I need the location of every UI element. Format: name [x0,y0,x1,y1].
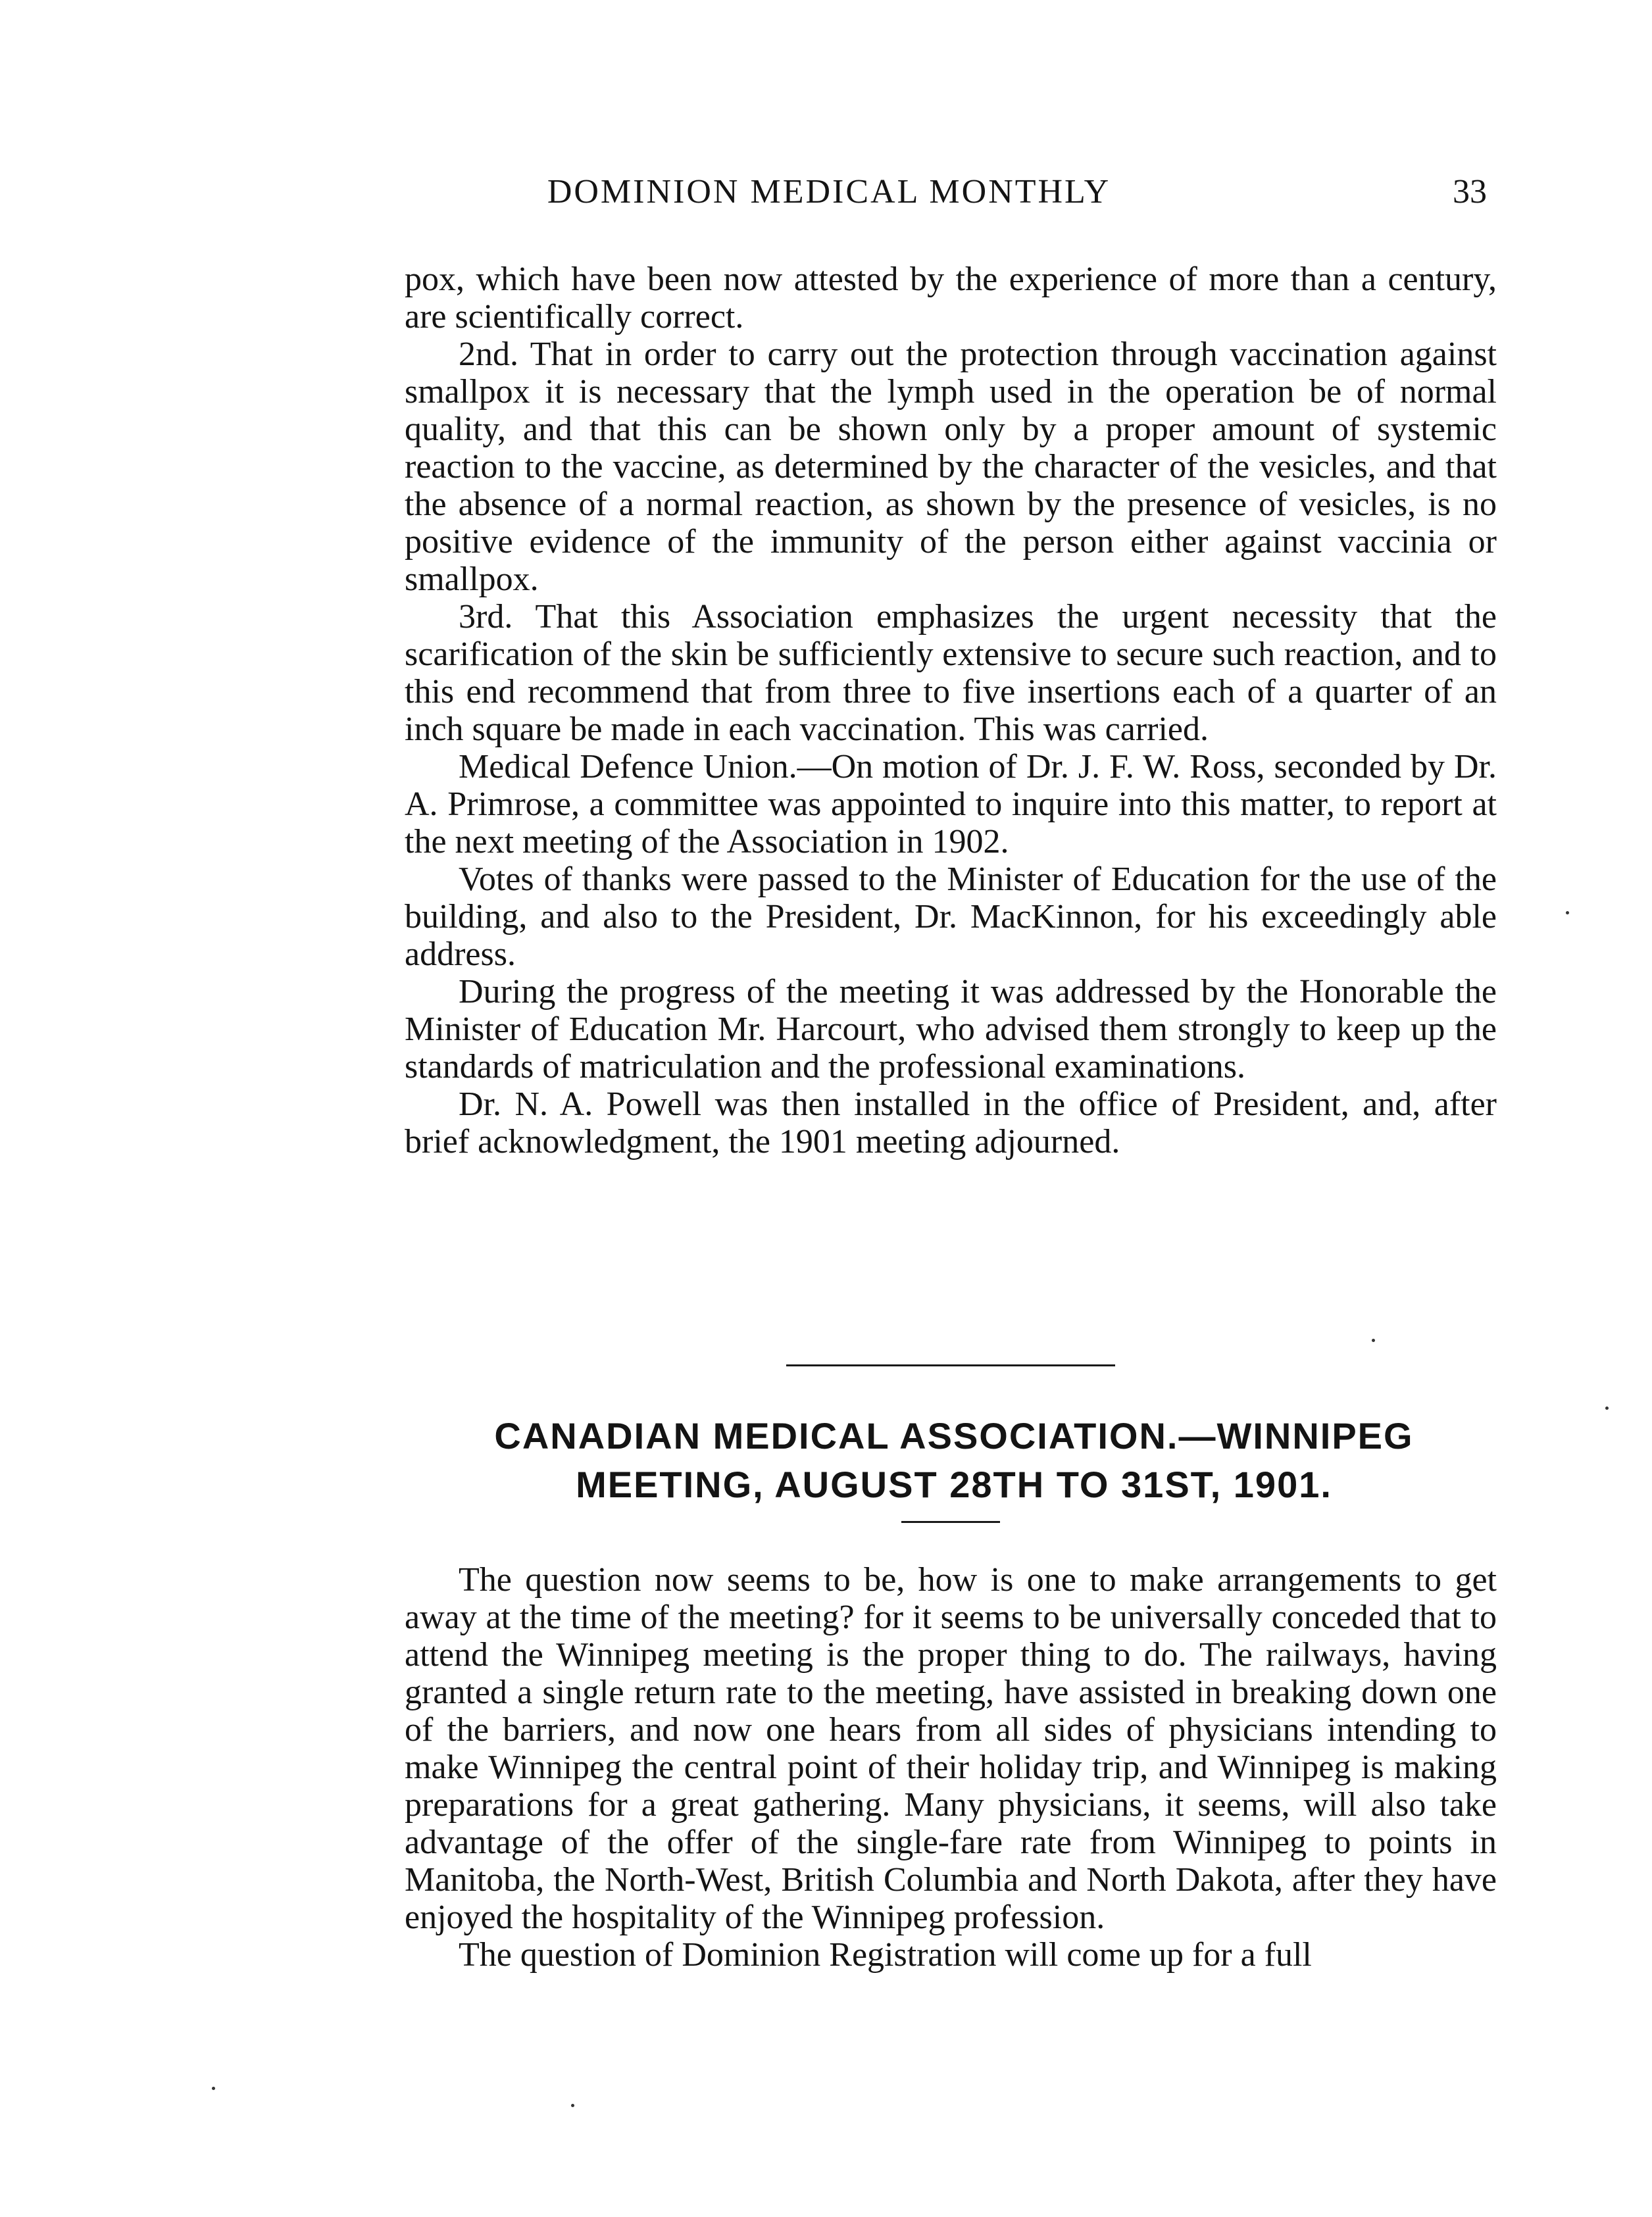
scan-speck [571,2104,574,2107]
scan-speck [212,2087,215,2090]
paragraph: The question of Dominion Registration will come up for a full [459,1936,1312,1974]
paragraph: pox, which have been now attested by the experience of more than a century, are scientifically correct. [405,261,1497,336]
paragraph: 3rd. That this Association emphasizes the urgent necessity that the scarification of the skin be sufficiently extensive to secure such reaction, and to this end recommend that from three to five insertions each of a quarter of an inch square be made in each vaccination. This was carried. [405,598,1497,748]
heading-rule [901,1521,1000,1523]
paragraph: During the progress of the meeting it was addressed by the Honorable the Minister of Education Mr. Harcourt, who advised them strongly to keep up the standards of matriculation and the professional examinations. [405,973,1497,1085]
section-divider [786,1364,1115,1366]
article-continued-text [405,261,1497,1160]
paragraph: Medical Defence Union.—On motion of Dr. J. F. W. Ross, seconded by Dr. A. Primrose, a committee was appointed to inquire into this matter, to report at the next meeting of the Association in 1902. [405,748,1497,860]
scan-speck [1605,1407,1609,1410]
heading-line: MEETING, AUGUST 28TH TO 31ST, 1901. [576,1464,1332,1505]
scan-speck [1372,1339,1375,1342]
paragraph: 2nd. That in order to carry out the protection through vaccination against smallpox it is necessary that the lymph used in the operation be of normal quality, and that this can be shown only by a proper amount of systemic reaction to the vaccine, as determined by the character of the vesicles, and that the absence of a normal reaction, as shown by the presence of vesicles, is no positive evidence of the immunity of the person either against vaccinia or smallpox. [405,336,1497,598]
paragraph: Dr. N. A. Powell was then installed in the office of President, and, after brief acknowledgment, the 1901 meeting adjourned. [405,1085,1497,1160]
heading-line: CANADIAN MEDICAL ASSOCIATION.—WINNIPEG [494,1415,1414,1457]
paragraph: The question now seems to be, how is one to make arrangements to get away at the time of the meeting? for it seems to be universally conceded that to attend the Winnipeg meeting is the proper thing to do. The railways, having granted a single return rate to the meeting, have assisted in breaking down one of the barriers, and now one hears from all sides of physicians intending to make Winnipeg the central point of their holiday trip, and Winnipeg is making preparations for a great gathering. Many physicians, it seems, will also take advantage of the offer of the single-fare rate from Winnipeg to points in Manitoba, the North-West, British Columbia and North Dakota, after they have enjoyed the hospitality of the Winnipeg profession. [405,1561,1497,1936]
running-title: DOMINION MEDICAL MONTHLY [547,173,1111,211]
page-number: 33 [1453,173,1487,211]
paragraph: Votes of thanks were passed to the Minister of Education for the use of the building, and also to the President, Dr. MacKinnon, for his exceedingly able address. [405,860,1497,973]
scan-speck [1566,911,1569,914]
article-body-text [405,1561,1497,1974]
article-heading [421,1412,1487,1509]
